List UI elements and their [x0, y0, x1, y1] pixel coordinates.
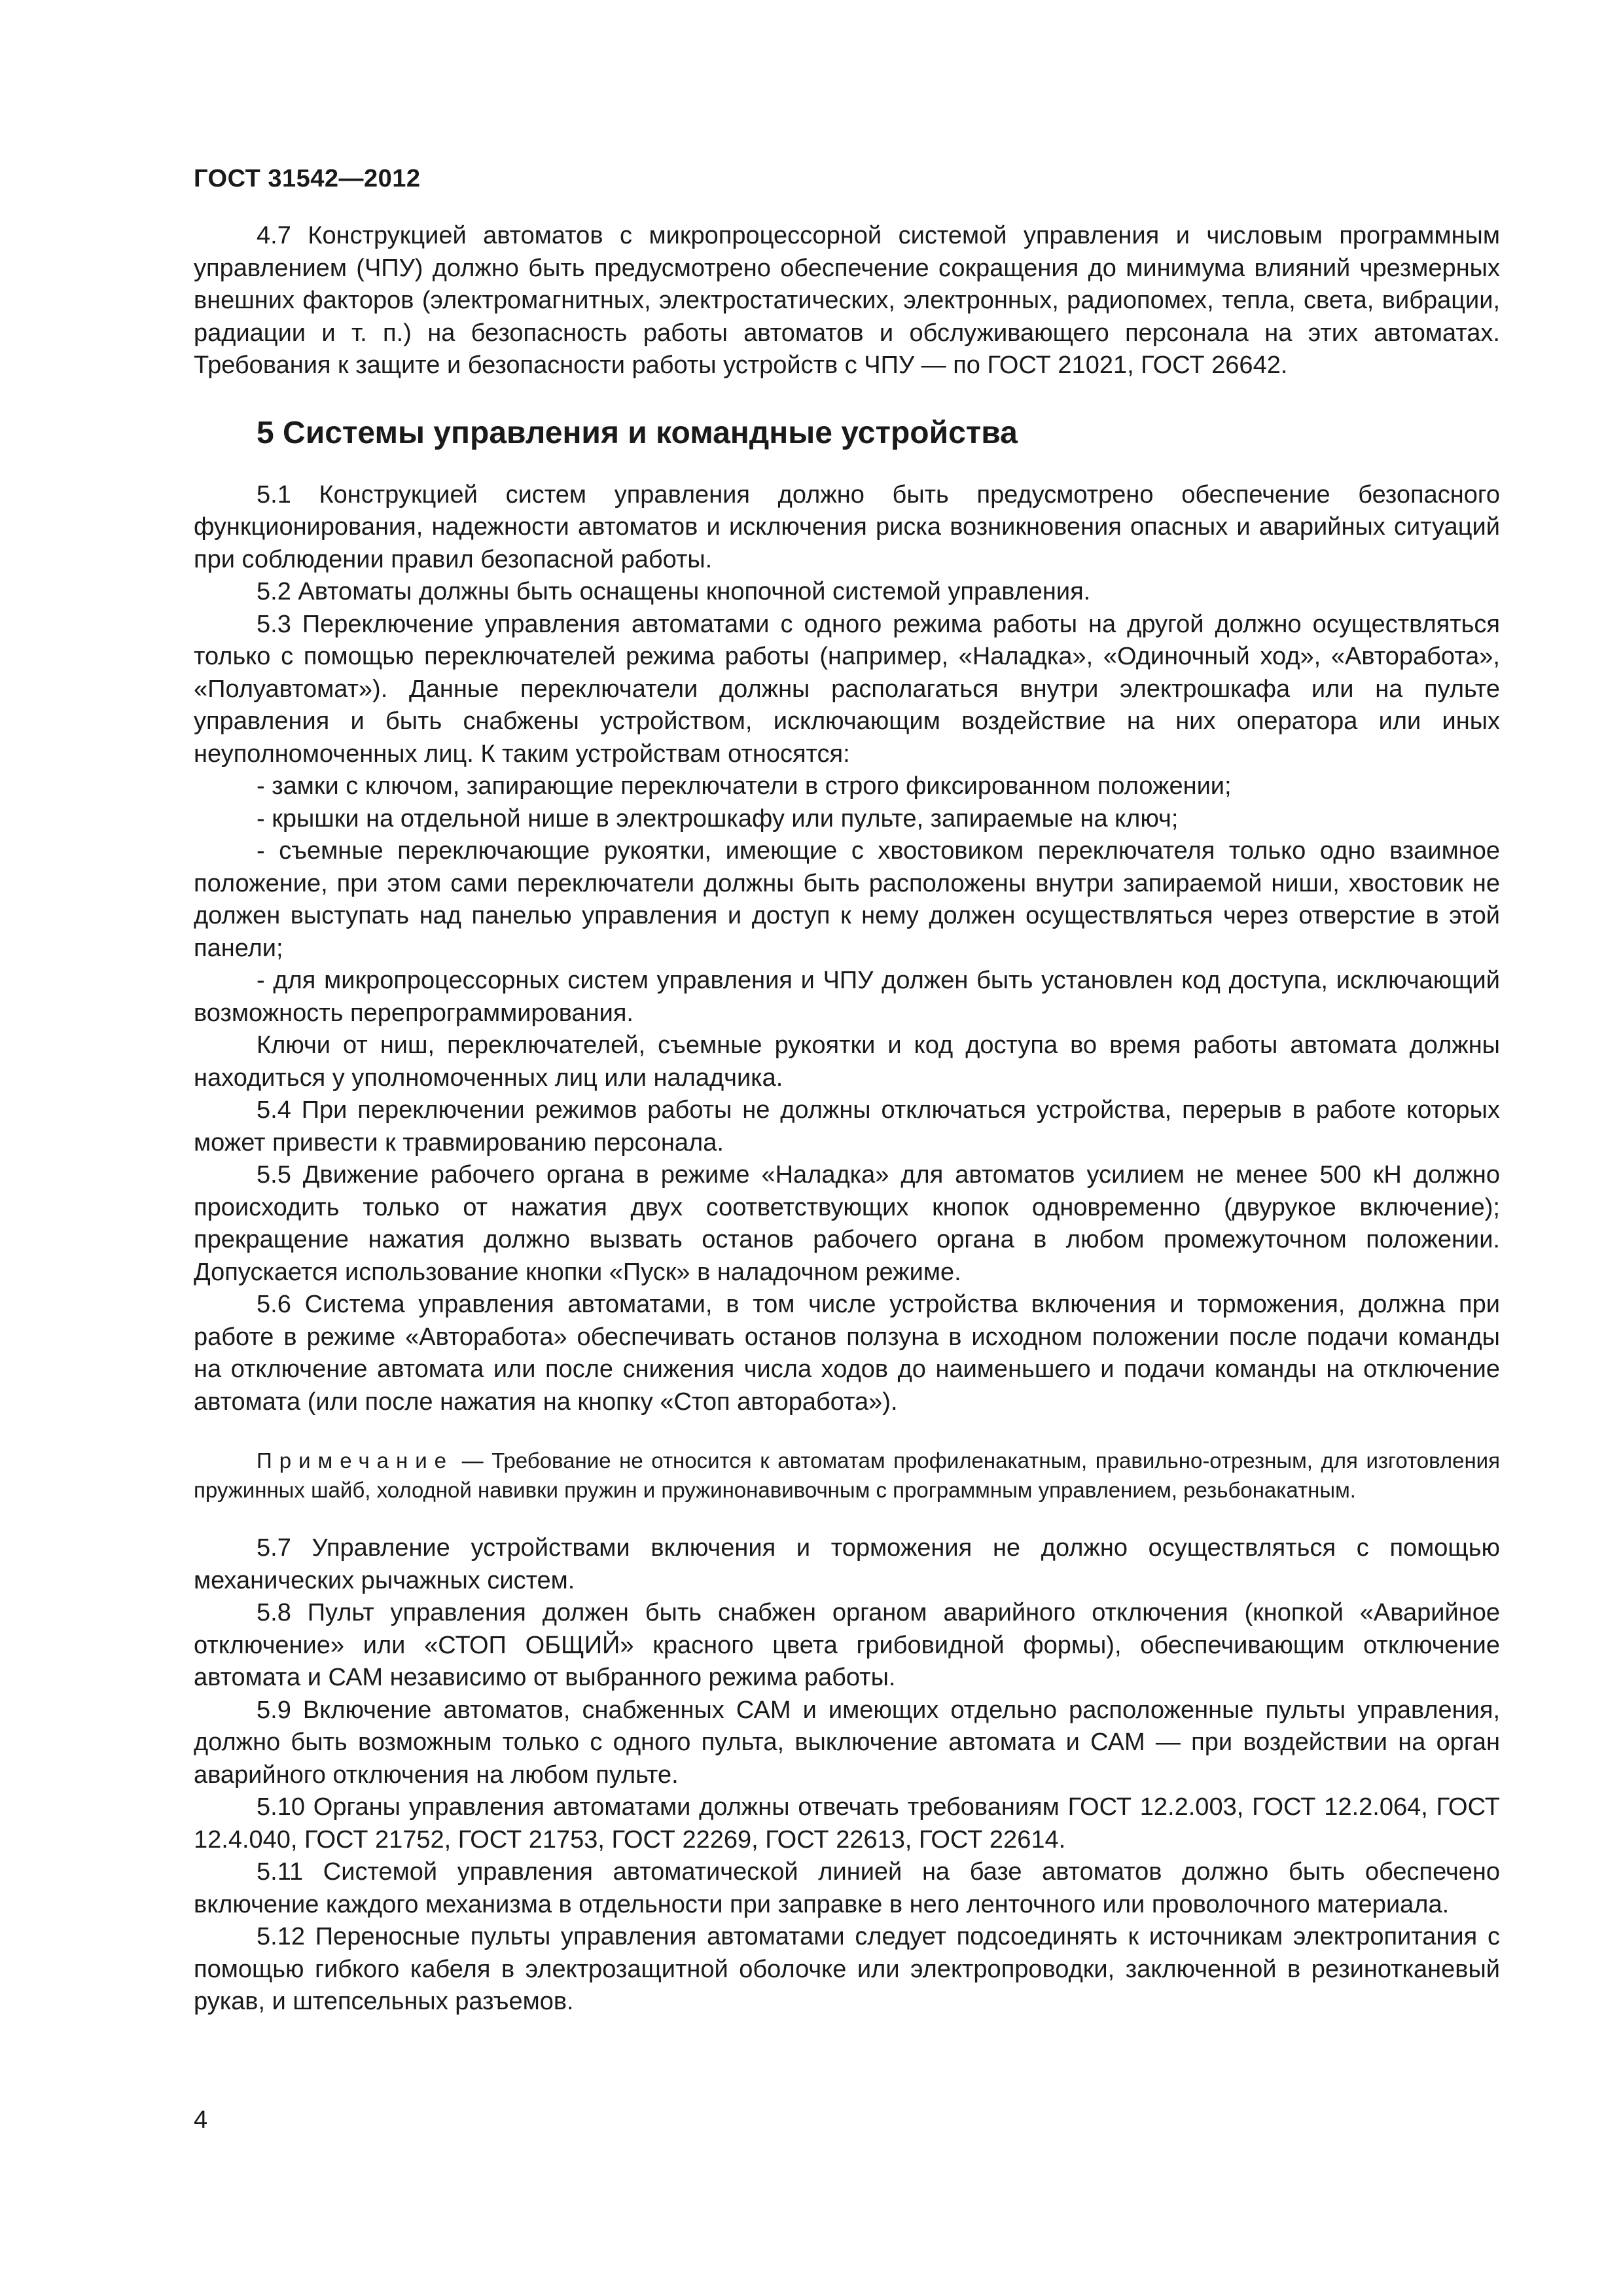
paragraph-5-8: 5.8 Пульт управления должен быть снабжен органом аварийного отключения (кнопкой «Аварийное отключение» или «СТОП ОБЩИЙ» красного цвета грибовидной формы), обеспечивающим отключение автомата и САМ независимо от выбранного режима работы. — [194, 1599, 1500, 1691]
document-body — [194, 220, 1500, 2018]
paragraph-5-9: 5.9 Включение автоматов, снабженных САМ и имеющих отдельно расположенные пульты управления, должно быть возможным только с одного пульта, выключение автомата и САМ — при воздействии на орган аварийного отключения на любом пульте. — [194, 1696, 1500, 1789]
section-5-title: 5 Системы управления и командные устройства — [257, 415, 1018, 450]
paragraph-5-1: 5.1 Конструкцией систем управления должно быть предусмотрено обеспечение безопасного функционирования, надежности автоматов и исключения риска возникновения опасных и аварийных ситуаций при соблюдении правил безопасной работы. — [194, 480, 1500, 573]
paragraph-5-3-keys: Ключи от ниш, переключателей, съемные рукоятки и код доступа во время работы автомата должны находиться у уполномоченных лиц или наладчика. — [194, 1031, 1500, 1092]
list-item-access-code: - для микропроцессорных систем управления и ЧПУ должен быть установлен код доступа, исключающий возможность перепрограммирования. — [194, 967, 1500, 1027]
list-item-locks: - замки с ключом, запирающие переключатели в строго фиксированном положении; — [257, 772, 1232, 800]
note-label: Примечание — [257, 1448, 454, 1473]
paragraph-5-4: 5.4 При переключении режимов работы не должны отключаться устройства, перерыв в работе которых может привести к травмированию персонала. — [194, 1096, 1500, 1157]
note-block — [194, 1446, 1500, 1505]
paragraph-5-7: 5.7 Управление устройствами включения и торможения не должно осуществляться с помощью механических рычажных систем. — [194, 1534, 1500, 1594]
page-number: 4 — [194, 2106, 208, 2134]
paragraph-5-6: 5.6 Система управления автоматами, в том числе устройства включения и торможения, должна при работе в режиме «Авторабота» обеспечивать останов ползуна в исходном положении после подачи команды на отключение автомата или после снижения числа ходов до наименьшего и подачи команды на отключение автомата (или после нажатия на кнопку «Стоп авторабота»). — [194, 1291, 1500, 1416]
paragraph-5-12: 5.12 Переносные пульты управления автоматами следует подсоединять к источникам электропитания с помощью гибкого кабеля в электрозащитной оболочке или электропроводки, заключенной в резинотканевый рукав, и штепсельных разъемов. — [194, 1923, 1500, 2015]
paragraph-5-3: 5.3 Переключение управления автоматами с одного режима работы на другой должно осуществляться только с помощью переключателей режима работы (например, «Наладка», «Одиночный ход», «Авторабота», «Полуавтомат»). Данные переключатели должны располагаться внутри электрошкафа или на пульте управления и быть снабжены устройством, исключающим воздействие на них оператора или иных неуполномоченных лиц. К таким устройствам относятся: — [194, 610, 1500, 768]
paragraph-5-5: 5.5 Движение рабочего органа в режиме «Наладка» для автоматов усилием не менее 500 кН должно происходить только от нажатия двух соответствующих кнопок одновременно (двурукое включение); прекращение нажатия должно вызвать останов рабочего органа в любом промежуточном положении. Допускается использование кнопки «Пуск» в наладочном режиме. — [194, 1161, 1500, 1286]
paragraph-5-2: 5.2 Автоматы должны быть оснащены кнопочной системой управления. — [257, 578, 1091, 605]
paragraph-5-10: 5.10 Органы управления автоматами должны отвечать требованиям ГОСТ 12.2.003, ГОСТ 12.2.064, ГОСТ 12.4.040, ГОСТ 21752, ГОСТ 21753, ГОСТ 22269, ГОСТ 22613, ГОСТ 22614. — [194, 1793, 1500, 1854]
paragraph-4-7: 4.7 Конструкцией автоматов с микропроцессорной системой управления и числовым программным управлением (ЧПУ) должно быть предусмотрено обеспечение сокращения до минимума влияний чрезмерных внешних факторов (электромагнитных, электростатических, электронных, радиопомех, тепла, света, вибрации, радиации и т. п.) на безопасность работы автоматов и обслуживающего персонала на этих автоматах. Требования к защите и безопасности работы устройств с ЧПУ — по ГОСТ 21021, ГОСТ 26642. — [194, 222, 1500, 379]
list-item-covers: - крышки на отдельной нише в электрошкафу или пульте, запираемые на ключ; — [257, 804, 1179, 833]
document-header: ГОСТ 31542—2012 — [194, 165, 421, 192]
note-text: — Требование не относится к автоматам профиленакатным, правильно-отрезным, для изготовления пружинных шайб, холодной навивки пружин и пружинонавивочным с программным управлением, резьбонакатным. — [194, 1448, 1500, 1502]
paragraph-5-11: 5.11 Системой управления автоматической линией на базе автоматов должно быть обеспечено включение каждого механизма в отдельности при заправке в него ленточного или проволочного материала. — [194, 1858, 1500, 1918]
list-item-handles: - съемные переключающие рукоятки, имеющие с хвостовиком переключателя только одно взаимное положение, при этом сами переключатели должны быть расположены внутри запираемой ниши, хвостовик не должен выступать над панелью управления и доступ к нему должен осуществляться через отверстие в этой панели; — [194, 837, 1500, 962]
